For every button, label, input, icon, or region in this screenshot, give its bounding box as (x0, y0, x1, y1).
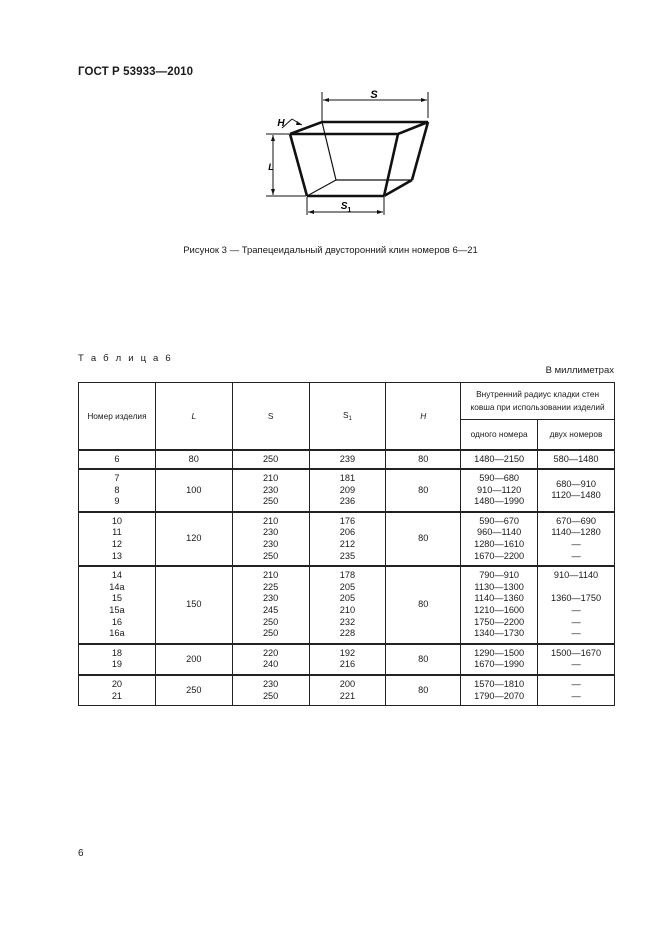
dimension-label-h: H (277, 118, 285, 129)
cell-l: 100 (155, 469, 232, 512)
dimension-label-s1-main: S (340, 201, 348, 212)
cell-two-numbers: 910—1140 1360—1750 — — — (538, 566, 615, 644)
table-row (79, 450, 615, 470)
table-body (79, 450, 615, 706)
cell-one-number: 590—680 910—1120 1480—1990 (461, 469, 538, 512)
cell-two-numbers: — — (538, 675, 615, 706)
cell-h: 80 (386, 512, 461, 566)
cell-two-numbers: 1500—1670 — (538, 644, 615, 675)
table-title: Т а б л и ц а 6 (78, 353, 173, 364)
cell-h: 80 (386, 675, 461, 706)
header-number: Номер изделия (79, 383, 156, 450)
cell-one-number: 1480—2150 (461, 450, 538, 470)
cell-number: 10 11 12 13 (79, 512, 156, 566)
cell-s: 210 225 230 245 250 250 (232, 566, 309, 644)
document-header: ГОСТ Р 53933—2010 (78, 66, 194, 78)
figure-caption: Рисунок 3 — Трапецеидальный двусторонний клин номеров 6—21 (183, 245, 478, 256)
table-row (79, 675, 615, 706)
page-number: 6 (78, 848, 84, 859)
cell-one-number: 590—670 960—1140 1280—1610 1670—2200 (461, 512, 538, 566)
cell-two-numbers: 680—910 1120—1480 (538, 469, 615, 512)
table-units: В миллиметрах (545, 365, 614, 376)
cell-l: 120 (155, 512, 232, 566)
cell-s: 210 230 230 250 (232, 512, 309, 566)
cell-number: 6 (79, 450, 156, 470)
dimension-label-l: L (268, 162, 274, 172)
cell-s: 210 230 250 (232, 469, 309, 512)
cell-h: 80 (386, 644, 461, 675)
dimension-label-s1-sub: 1 (347, 207, 352, 214)
dimension-label-s: S (370, 89, 378, 101)
table-row (79, 512, 615, 566)
cell-one-number: 1290—1500 1670—1990 (461, 644, 538, 675)
cell-number: 18 19 (79, 644, 156, 675)
cell-number: 14 14a 15 15a 16 16a (79, 566, 156, 644)
table-row (79, 644, 615, 675)
cell-s: 230 250 (232, 675, 309, 706)
cell-s1: 239 (309, 450, 386, 470)
header-radius: Внутренний радиус кладки стен ковша при использовании изделий (461, 383, 615, 420)
table-row (79, 469, 615, 512)
header-s1 (309, 383, 386, 450)
cell-s1: 178 205 205 210 232 228 (309, 566, 386, 644)
header-s: S (232, 383, 309, 450)
cell-h: 80 (386, 566, 461, 644)
cell-one-number: 1570—1810 1790—2070 (461, 675, 538, 706)
header-l: L (155, 383, 232, 450)
cell-s1: 181 209 236 (309, 469, 386, 512)
cell-s1: 176 206 212 235 (309, 512, 386, 566)
cell-two-numbers: 670—690 1140—1280 — — (538, 512, 615, 566)
cell-s1: 192 216 (309, 644, 386, 675)
cell-one-number: 790—910 1130—1300 1140—1360 1210—1600 1750—2200 1340—1730 (461, 566, 538, 644)
cell-l: 80 (155, 450, 232, 470)
cell-number: 7 8 9 (79, 469, 156, 512)
cell-l: 200 (155, 644, 232, 675)
dimensions-table (78, 382, 615, 706)
wedge-figure (262, 88, 452, 220)
header-one-number: одного номера (461, 420, 538, 450)
trapezoidal-wedge-drawing (262, 88, 452, 220)
header-s1-sub: 1 (348, 415, 352, 422)
cell-number: 20 21 (79, 675, 156, 706)
table-row (79, 566, 615, 644)
cell-h: 80 (386, 469, 461, 512)
cell-s: 250 (232, 450, 309, 470)
header-s1-main: S (343, 409, 349, 420)
cell-h: 80 (386, 450, 461, 470)
cell-l: 250 (155, 675, 232, 706)
header-two-numbers: двух номеров (538, 420, 615, 450)
header-h: H (386, 383, 461, 450)
cell-two-numbers: 580—1480 (538, 450, 615, 470)
cell-s: 220 240 (232, 644, 309, 675)
cell-l: 150 (155, 566, 232, 644)
cell-s1: 200 221 (309, 675, 386, 706)
